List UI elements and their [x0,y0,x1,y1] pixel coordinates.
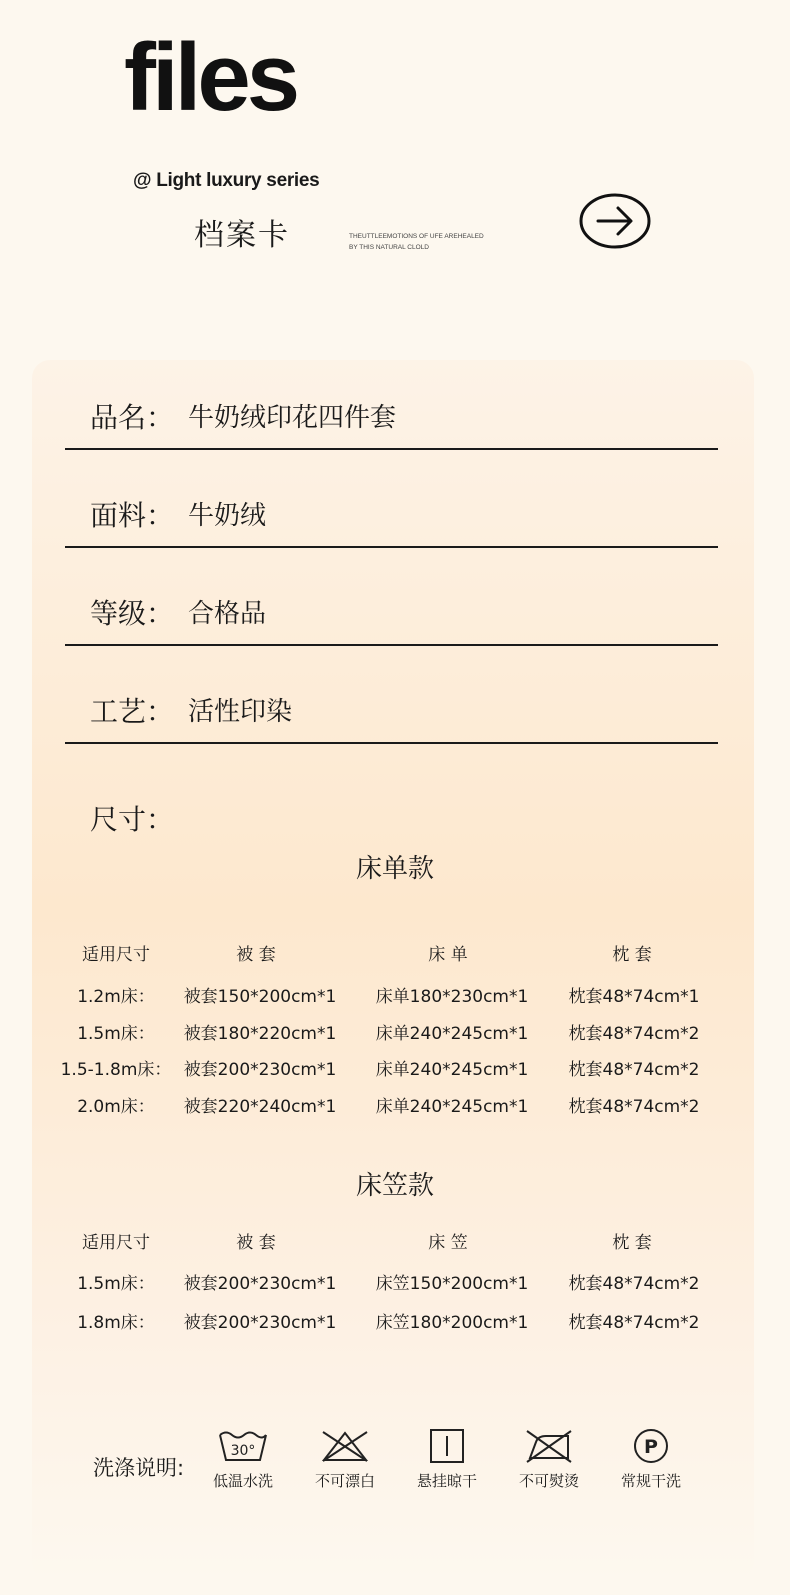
table-cell: 床单240*245cm*1 [375,1060,529,1080]
table-row [0,1019,790,1043]
table-cell: 被套200*230cm*1 [183,1313,337,1333]
table-cell: 床单240*245cm*1 [375,1097,529,1117]
header-cell: 床 笠 [428,1233,468,1253]
header-cell: 枕 套 [612,1233,652,1253]
hang-dry-icon [420,1428,474,1464]
field-label: 品名： [90,401,175,434]
table-cell: 枕套48*74cm*2 [568,1274,700,1294]
care-item-dry-clean [606,1428,696,1491]
table-cell: 枕套48*74cm*2 [568,1097,700,1117]
care-item-hang-dry [402,1428,492,1491]
field-value: 牛奶绒印花四件套 [188,403,397,433]
wash-temp-text: 30° [230,1443,256,1459]
card-title: 档案卡 [194,218,290,253]
table-cell: 床笠150*200cm*1 [375,1274,529,1294]
table-cell: 枕套48*74cm*1 [568,987,700,1007]
field-fabric [65,486,718,548]
table-header [0,940,790,964]
care-text: 不可漂白 [314,1472,375,1490]
sheet-style-title: 床单款 [355,854,434,884]
field-grade [65,584,718,646]
brand-logo: files [124,24,297,131]
header-cell: 适用尺寸 [82,945,150,965]
table-cell: 枕套48*74cm*2 [568,1060,700,1080]
care-text: 低温水洗 [212,1472,273,1490]
field-value: 活性印染 [188,697,293,727]
arrow-right-icon [578,192,652,250]
header-cell: 适用尺寸 [82,1233,150,1253]
field-label: 等级： [90,597,175,630]
table-header [0,1228,790,1252]
table-cell: 被套200*230cm*1 [183,1274,337,1294]
table-cell: 1.5m床： [77,1024,155,1044]
size-label: 尺寸： [90,803,175,836]
header-cell: 被 套 [236,945,276,965]
table-row [0,1092,790,1116]
table-cell: 1.8m床： [77,1313,155,1333]
header-cell: 床 单 [428,945,468,965]
care-label: 洗涤说明: [93,1456,185,1480]
table-row [0,1269,790,1293]
fitted-style-title: 床笠款 [355,1171,434,1201]
wash-30-icon [216,1428,270,1464]
table-cell: 床单240*245cm*1 [375,1024,529,1044]
table-cell: 1.2m床： [77,987,155,1007]
table-cell: 1.5m床： [77,1274,155,1294]
no-iron-icon [522,1428,576,1464]
table-row [0,1308,790,1332]
care-item-wash [198,1428,288,1491]
table-cell: 被套220*240cm*1 [183,1097,337,1117]
dry-clean-letter: P [644,1436,658,1458]
tagline [349,231,509,253]
table-cell: 1.5-1.8m床： [60,1060,172,1080]
care-text: 悬挂晾干 [416,1472,477,1490]
care-text: 不可熨烫 [518,1472,579,1490]
table-cell: 枕套48*74cm*2 [568,1313,700,1333]
field-label: 面料： [90,499,175,532]
table-row [0,982,790,1006]
field-value: 合格品 [188,599,267,629]
table-cell: 被套200*230cm*1 [183,1060,337,1080]
care-item-no-bleach [300,1428,390,1491]
table-cell: 枕套48*74cm*2 [568,1024,700,1044]
no-bleach-icon [318,1428,372,1464]
field-label: 工艺： [90,695,175,728]
care-item-no-iron [504,1428,594,1491]
series-subtitle: @ Light luxury series [133,170,320,191]
table-cell: 被套180*220cm*1 [183,1024,337,1044]
tagline-line-2: BY THIS NATURAL CLOLD [349,244,429,251]
care-text: 常规干洗 [620,1472,681,1490]
dry-clean-p-icon [624,1428,678,1464]
table-cell: 被套150*200cm*1 [183,987,337,1007]
table-cell: 床笠180*200cm*1 [375,1313,529,1333]
header-cell: 枕 套 [612,945,652,965]
table-row [0,1055,790,1079]
field-product-name [65,388,718,450]
field-value: 牛奶绒 [188,501,267,531]
table-cell: 床单180*230cm*1 [375,987,529,1007]
tagline-line-1: THEUTTLEEMOTIONS OF UFE AREHEALED [349,233,484,240]
header-cell: 被 套 [236,1233,276,1253]
table-cell: 2.0m床： [77,1097,155,1117]
field-process [65,682,718,744]
